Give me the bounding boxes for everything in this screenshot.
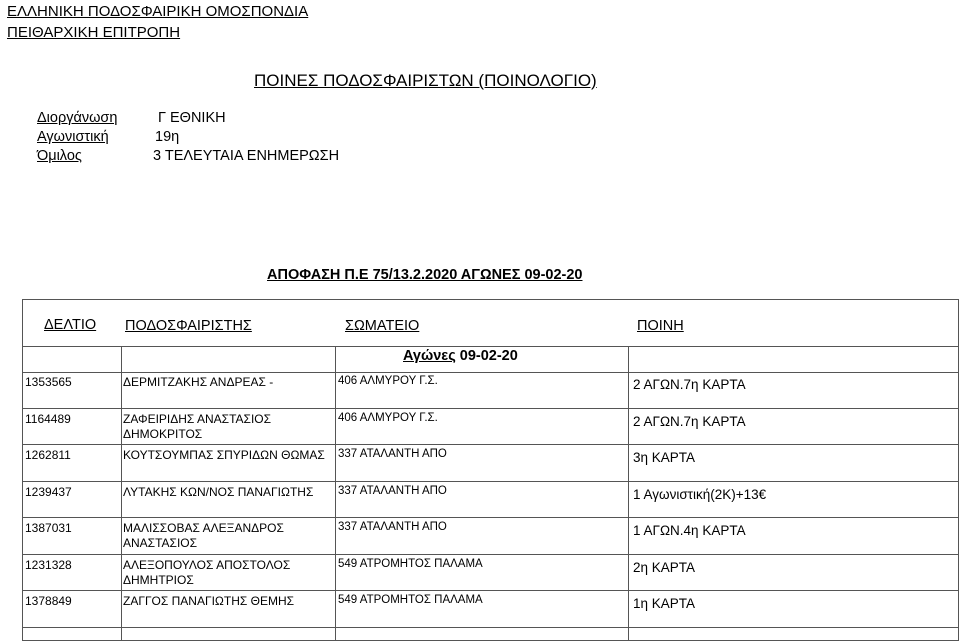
cell-club: 549 ΑΤΡΟΜΗΤΟΣ ΠΑΛΑΜΑ	[338, 558, 483, 570]
cell-id: 1239437	[25, 485, 72, 499]
meta-label-competition: Διοργάνωση	[37, 110, 118, 126]
games-label-date: 09-02-20	[459, 348, 518, 364]
meta-value-matchday: 19η	[155, 129, 180, 145]
table-row	[23, 409, 958, 445]
cell-penalty: 3η ΚΑΡΤΑ	[633, 450, 696, 465]
cell-id: 1164489	[25, 412, 71, 426]
column-header-club: ΣΩΜΑΤΕΙΟ	[345, 318, 420, 334]
cell-club: 337 ΑΤΑΛΑΝΤΗ ΑΠΟ	[338, 485, 447, 497]
cell-club: 337 ΑΤΑΛΑΝΤΗ ΑΠΟ	[338, 521, 447, 533]
cell-id: 1262811	[25, 448, 71, 462]
cell-player: ΜΑΛΙΣΣΟΒΑΣ ΑΛΕΞΑΝΔΡΟΣ ΑΝΑΣΤΑΣΙΟΣ	[123, 521, 284, 550]
penalties-table	[22, 299, 959, 641]
games-label-prefix: Αγώνες	[403, 348, 456, 364]
meta-value-competition: Γ ΕΘΝΙΚΗ	[158, 110, 226, 126]
cell-player: ΔΕΡΜΙΤΖΑΚΗΣ ΑΝΔΡΕΑΣ -	[123, 375, 274, 389]
cell-club: 406 ΑΛΜΥΡΟΥ Γ.Σ.	[338, 375, 438, 387]
meta-label-matchday: Αγωνιστική	[37, 129, 109, 145]
cell-player: ΑΛΕΞΟΠΟΥΛΟΣ ΑΠΟΣΤΟΛΟΣ ΔΗΜΗΤΡΙΟΣ	[123, 558, 291, 587]
cell-player: ΖΑΓΓΟΣ ΠΑΝΑΓΙΩΤΗΣ ΘΕΜΗΣ	[123, 594, 295, 608]
cell-id: 1231328	[25, 558, 72, 572]
table-row	[23, 555, 958, 591]
cell-penalty: 1 Αγωνιστική(2Κ)+13€	[633, 487, 767, 502]
cell-club: 406 ΑΛΜΥΡΟΥ Γ.Σ.	[338, 412, 438, 424]
cell-penalty: 2η ΚΑΡΤΑ	[633, 560, 696, 575]
table-row	[23, 591, 958, 628]
cell-player: ΚΟΥΤΣΟΥΜΠΑΣ ΣΠΥΡΙΔΩΝ ΘΩΜΑΣ	[123, 448, 325, 462]
cell-player: ΛΥΤΑΚΗΣ ΚΩΝ/ΝΟΣ ΠΑΝΑΓΙΩΤΗΣ	[123, 485, 314, 499]
header-divider	[23, 346, 958, 347]
cell-penalty: 2 ΑΓΩΝ.7η ΚΑΡΤΑ	[633, 377, 746, 392]
meta-value-group: 3 ΤΕΛΕΥΤΑΙΑ ΕΝΗΜΕΡΩΣΗ	[153, 148, 340, 164]
page-title: ΠΟΙΝΕΣ ΠΟΔΟΣΦΑΙΡΙΣΤΩΝ (ΠΟΙΝΟΛΟΓΙΟ)	[254, 71, 597, 90]
decision-heading: ΑΠΟΦΑΣΗ Π.Ε 75/13.2.2020 ΑΓΩΝΕΣ 09-02-20	[267, 267, 583, 283]
cell-penalty: 1 ΑΓΩΝ.4η ΚΑΡΤΑ	[633, 523, 746, 538]
table-row	[23, 445, 958, 482]
table-row	[23, 372, 958, 409]
row-divider	[23, 627, 958, 628]
cell-club: 337 ΑΤΑΛΑΝΤΗ ΑΠΟ	[338, 448, 447, 460]
committee-name: ΠΕΙΘΑΡΧΙΚΗ ΕΠΙΤΡΟΠΗ	[7, 24, 181, 41]
cell-club: 549 ΑΤΡΟΜΗΤΟΣ ΠΑΛΑΜΑ	[338, 594, 483, 606]
cell-id: 1378849	[25, 594, 72, 608]
cell-penalty: 1η ΚΑΡΤΑ	[633, 596, 696, 611]
cell-player: ΖΑΦΕΙΡΙΔΗΣ ΑΝΑΣΤΑΣΙΟΣ ΔΗΜΟΚΡΙΤΟΣ	[123, 412, 272, 441]
column-header-id: ΔΕΛΤΙΟ	[44, 317, 97, 333]
cell-id: 1353565	[25, 375, 72, 389]
table-row	[23, 518, 958, 555]
games-group-label	[403, 348, 518, 364]
column-header-penalty: ΠΟΙΝΗ	[637, 318, 684, 334]
meta-label-group: Όμιλος	[37, 148, 82, 164]
cell-penalty: 2 ΑΓΩΝ.7η ΚΑΡΤΑ	[633, 414, 746, 429]
cell-id: 1387031	[25, 521, 72, 535]
column-header-player: ΠΟΔΟΣΦΑΙΡΙΣΤΗΣ	[125, 318, 252, 334]
organization-name: ΕΛΛΗΝΙΚΗ ΠΟΔΟΣΦΑΙΡΙΚΗ ΟΜΟΣΠΟΝΔΙΑ	[7, 3, 309, 20]
table-row	[23, 482, 958, 518]
